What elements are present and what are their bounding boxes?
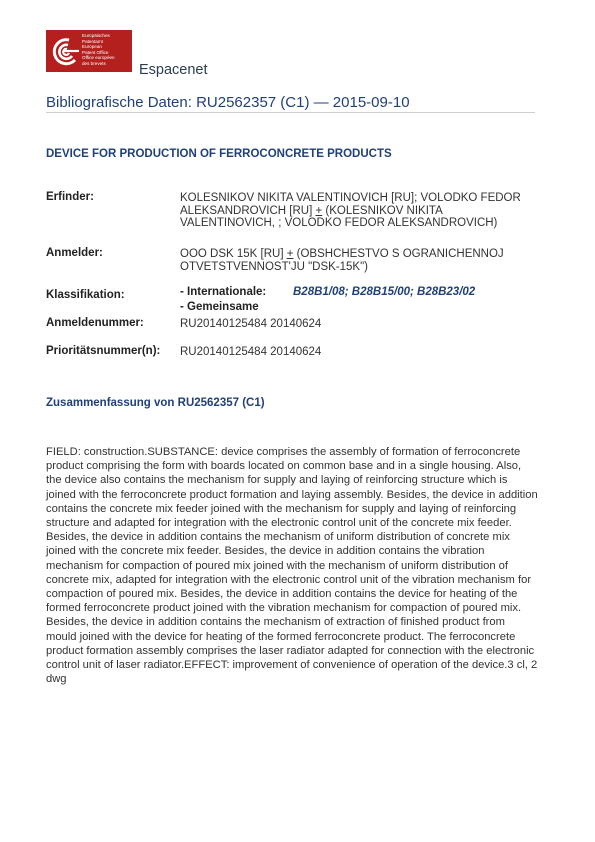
- priority-number: RU20140125484 20140624: [180, 346, 322, 358]
- classification-international: [180, 286, 536, 300]
- applicant-label: Anmelder:: [46, 247, 103, 259]
- applicant-original-name: (OBSHCHESTVO S OGRANICHENNOJ OTVETSTVENNOST'JU "DSK-15K"): [180, 248, 504, 273]
- document-title: DEVICE FOR PRODUCTION OF FERROCONCRETE PRODUCTS: [46, 148, 392, 160]
- app-name: Espacenet: [139, 62, 208, 78]
- applicant-expand-link[interactable]: +: [286, 248, 294, 260]
- classification-common-label: - Gemeinsame: [180, 301, 259, 313]
- inventor-value: [180, 192, 536, 230]
- epo-logo: [46, 30, 132, 72]
- inventor-expand-link[interactable]: +: [315, 204, 323, 217]
- epo-logo-text: Europäisches Patentamt European Patent Office Office européen des brevets: [82, 33, 115, 66]
- applicant-value: [180, 248, 536, 273]
- inventor-label: Erfinder:: [46, 191, 94, 203]
- classification-label: Klassifikation:: [46, 289, 125, 301]
- classification-international-label: - Internationale:: [180, 286, 267, 298]
- classification-international-codes[interactable]: B28B1/08; B28B15/00; B28B23/02: [293, 286, 476, 298]
- priority-number-label: Prioritätsnummer(n):: [46, 345, 161, 357]
- title-divider: [46, 112, 535, 113]
- classification-common: [180, 301, 259, 313]
- inventor-original-names: (KOLESNIKOV NIKITA VALENTINOVICH, ; VOLODKO FEDOR ALEKSANDROVICH): [180, 204, 498, 229]
- page-title: Bibliografische Daten: RU2562357 (C1) — 2015-09-10: [46, 94, 410, 111]
- application-number-label: Anmeldenummer:: [46, 317, 144, 329]
- abstract-text: FIELD: construction.SUBSTANCE: device comprises the assembly of formation of ferroconcrete product comprising the form with boards located on common base and in a single housing. Also, the device also contains the mechanism for supply and laying of reinforcing structure which is joined with the ferroconcrete product formation and laying assembly. Besides, the device in addition contains the concrete mix feeder joined with the mechanism for supply and laying of reinforcing structure and adapted for integration with the electronic control unit of the concrete mix feeder. Besides, the device in addition contains the mechanism of uniform distribution of concrete mix joined with the concrete mix feeder. Besides, the device in addition contains the vibration mechanism for compaction of poured mix joined with the mechanism of uniform distribution of concrete mix, adapted for integration with the electronic control unit of the vibration mechanism for compaction of poured mix. Besides, the device in addition contains the device for heating of the formed ferroconcrete product joined with the vibration mechanism for compaction of poured mix. Besides, the device in addition contains the mechanism of extraction of finished product from mould joined with the device for heating of the formed ferroconcrete product. The ferroconcrete product formation assembly comprises the laser radiator adapted for connection with the electronic control unit of laser radiator.EFFECT: improvement of convenience of operation of the device.3 cl, 2 dwg: [46, 446, 538, 686]
- application-number: RU20140125484 20140624: [180, 318, 322, 330]
- summary-heading: Zusammenfassung von RU2562357 (C1): [46, 397, 265, 409]
- applicant-name: OOO DSK 15K [RU]: [180, 248, 287, 260]
- epo-logo-icon: [49, 34, 81, 68]
- inventor-names: KOLESNIKOV NIKITA VALENTINOVICH [RU]; VOLODKO FEDOR ALEKSANDROVICH [RU]: [180, 192, 521, 217]
